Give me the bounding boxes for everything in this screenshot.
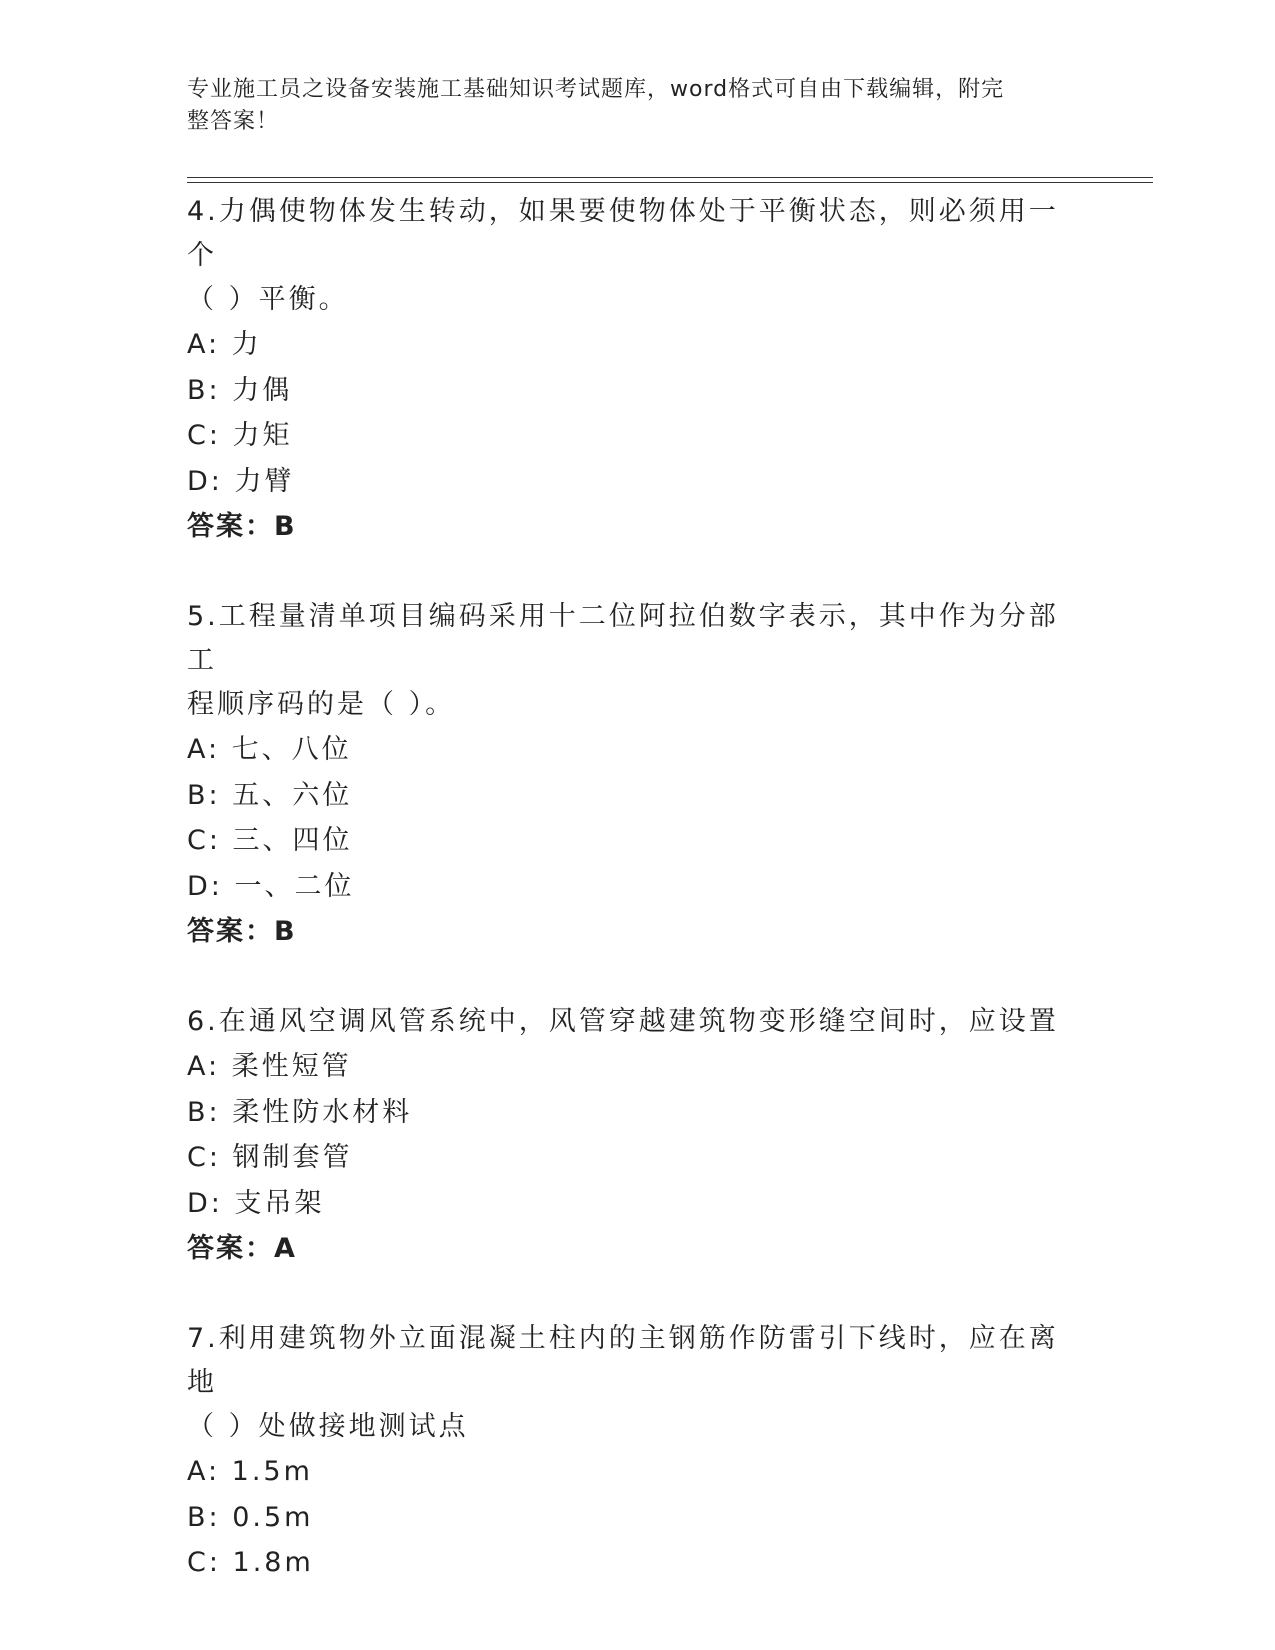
option-c: C: 1.8m <box>187 1547 314 1578</box>
option-b: B: 柔性防水材料 <box>187 1096 413 1128</box>
option-a: A: 力 <box>187 329 262 360</box>
option-b: B: 0.5m <box>187 1501 314 1533</box>
question-stem-line: （ ）平衡。 <box>187 284 349 315</box>
header-divider-top <box>187 177 1153 178</box>
option-c: C: 钢制套管 <box>187 1142 353 1173</box>
answer-line: 答案：A <box>187 1233 297 1264</box>
header-line-1: 专业施工员之设备安装施工基础知识考试题库，word格式可自由下载编辑，附完 <box>187 77 1005 102</box>
answer-line: 答案：B <box>187 511 297 542</box>
question-6 <box>187 1000 1087 1271</box>
option-a: A: 柔性短管 <box>187 1051 352 1082</box>
option-b: B: 力偶 <box>187 374 293 406</box>
question-stem-line: 程顺序码的是（ ）。 <box>187 689 456 720</box>
header-divider-bottom <box>187 182 1153 183</box>
document-header <box>187 74 1067 138</box>
option-b: B: 五、六位 <box>187 779 353 811</box>
header-line-2: 整答案！ <box>187 109 280 134</box>
question-5 <box>187 595 1087 954</box>
option-a: A: 1.5m <box>187 1456 313 1487</box>
question-stem-line: 6.在通风空调风管系统中，风管穿越建筑物变形缝空间时，应设置 <box>187 1006 1059 1037</box>
question-stem-line: 5.工程量清单项目编码采用十二位阿拉伯数字表示，其中作为分部工 <box>187 601 1059 676</box>
question-4 <box>187 190 1087 549</box>
question-stem-line: 7.利用建筑物外立面混凝土柱内的主钢筋作防雷引下线时，应在离地 <box>187 1323 1059 1398</box>
option-d: D: 一、二位 <box>187 870 355 902</box>
question-stem-line: （ ）处做接地测试点 <box>187 1411 469 1442</box>
option-d: D: 力臂 <box>187 465 295 497</box>
question-7 <box>187 1317 1087 1586</box>
option-c: C: 力矩 <box>187 420 293 451</box>
option-d: D: 支吊架 <box>187 1187 325 1219</box>
option-a: A: 七、八位 <box>187 734 352 765</box>
option-c: C: 三、四位 <box>187 825 353 856</box>
question-list <box>187 190 1087 1632</box>
answer-line: 答案：B <box>187 916 297 947</box>
question-stem-line: 4.力偶使物体发生转动，如果要使物体处于平衡状态，则必须用一个 <box>187 196 1059 271</box>
